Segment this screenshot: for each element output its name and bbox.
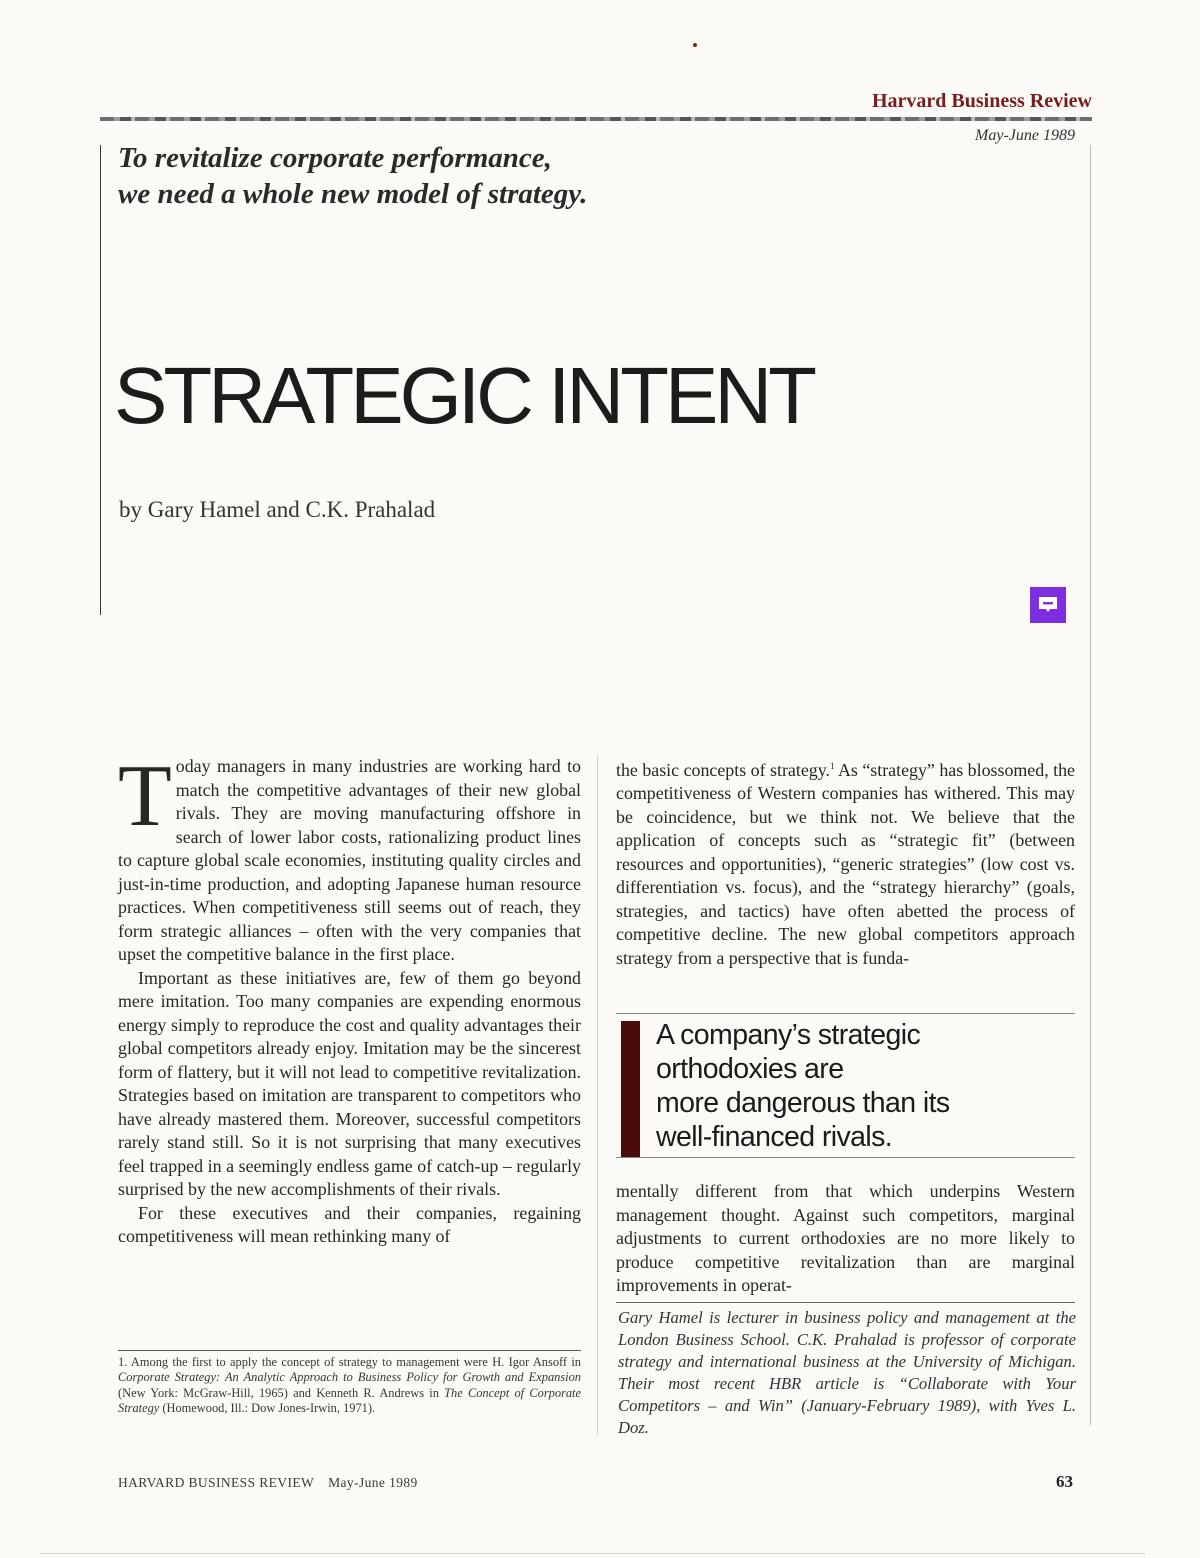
- right-margin-rule: [1090, 145, 1091, 1425]
- footnote-rule: [118, 1350, 581, 1351]
- decorative-dot: [693, 43, 697, 47]
- paragraph-text: oday managers in many industries are working hard to match the competitive advantages of their new global rivals. They are moving manufacturing offshore in search of lower labor costs, rationalizing product lines to capture global scale economies, instituting quality circles and just-in-time production, and adopting Japanese human resource practices. When competitiveness still seems out of reach, they form strategic alliances – often with the very companies that upset the competitive balance in the first place.: [118, 756, 581, 964]
- pull-quote-rule-top: [616, 1013, 1075, 1014]
- footnote-marker[interactable]: 1: [829, 761, 835, 771]
- comment-icon[interactable]: [1030, 587, 1066, 623]
- footnote-reference-title: Corporate Strategy: An Analytic Approach to Business Policy for Growth and Expansion: [118, 1370, 581, 1385]
- masthead: Harvard Business Review: [872, 90, 1092, 112]
- body-paragraph: mentally different from that which underpins Western management thought. Against such competitors, marginal adjustments to current orthodoxies are no more likely to produce competitive revitalization than are marginal improvements in operat-: [616, 1181, 1075, 1295]
- article-title: STRATEGIC INTENT: [114, 351, 813, 440]
- subtitle-line: we need a whole new model of strategy.: [118, 178, 588, 210]
- page-bottom-rule: [40, 1553, 1145, 1554]
- footnote-number: 1.: [118, 1355, 128, 1369]
- column-divider: [597, 755, 598, 1435]
- header-rule: [100, 117, 1092, 121]
- page-number: 63: [1056, 1472, 1073, 1491]
- page-footer: [118, 1475, 418, 1491]
- article-subtitle: [118, 140, 587, 212]
- comment-glyph: [1037, 595, 1059, 615]
- author-bio: Gary Hamel is lecturer in business policy and management at the London Business School. C.K. Prahalad is professor of corporate strategy and international business at the University of Michigan. Their most recent HBR article is “Collaborate with Your Competitors – and Win” (January-February 1989), with Yves L. Doz.: [618, 1308, 1076, 1437]
- pull-quote-bar: [621, 1021, 640, 1157]
- footnote-text: Among the first to apply the concept of strategy to management were H. Igor Ansoff in: [130, 1355, 581, 1369]
- footnote: [118, 1355, 581, 1417]
- left-margin-rule: [100, 145, 101, 615]
- pull-quote-line: more dangerous than its: [656, 1087, 950, 1119]
- pull-quote-line: well-financed rivals.: [656, 1121, 893, 1153]
- body-paragraph: [118, 748, 581, 967]
- pull-quote-line: orthodoxies are: [656, 1053, 844, 1085]
- footnote-text: (Homewood, Ill.: Dow Jones-Irwin, 1971).: [159, 1401, 376, 1416]
- byline: by Gary Hamel and C.K. Prahalad: [119, 497, 436, 522]
- pull-quote-line: A company’s strategic: [656, 1019, 921, 1051]
- footer-issue: May-June 1989: [328, 1475, 418, 1490]
- footer-journal: HARVARD BUSINESS REVIEW: [118, 1475, 315, 1490]
- pull-quote: [616, 1013, 1075, 1159]
- body-paragraph: [616, 755, 1075, 970]
- author-bio-rule: [616, 1302, 1075, 1303]
- drop-cap: T: [118, 748, 172, 845]
- body-paragraph: Important as these initiatives are, few of them go beyond mere imitation. Too many companies are expending enormous energy simply to reproduce the cost and quality advantages their global competitors already enjoy. Imitation may be the sincerest form of flattery, but it will not lead to competitive revitalization. Strategies based on imitation are transparent to competitors who have already mastered them. Moreover, successful competitors rarely stand still. So it is not surprising that many executives feel trapped in a seemingly endless game of catch-up – regularly surprised by the new accomplishments of their rivals.: [118, 967, 581, 1199]
- issue-date: May-June 1989: [975, 127, 1075, 144]
- body-column-right-bottom: [616, 1180, 1075, 1298]
- body-paragraph: For these executives and their companies, regaining competitiveness will mean rethinking many of: [118, 1202, 581, 1246]
- paragraph-text: As “strategy” has blossomed, the competitiveness of Western companies has withered. This may be coincidence, but we think not. We believe that the application of concepts such as “strategic fit” (between resources and opportunities), “generic strategies” (low cost vs. differentiation vs. focus), and the “strategy hierarchy” (goals, strategies, and tactics) have often abetted the process of competitive decline. The new global competitors approach strategy from a perspective that is funda-: [616, 759, 1076, 968]
- footnote-reference-title: The Concept of Corporate Strategy: [118, 1385, 581, 1416]
- footnote-text: (New York: McGraw-Hill, 1965) and Kenneth R. Andrews in: [118, 1385, 445, 1400]
- pull-quote-text: [656, 1018, 1056, 1154]
- body-column-left: [118, 748, 581, 1249]
- paragraph-text: the basic concepts of strategy.: [616, 759, 830, 780]
- pull-quote-rule-bottom: [616, 1157, 1075, 1158]
- subtitle-line: To revitalize corporate performance,: [118, 142, 552, 174]
- body-column-right-top: [616, 755, 1075, 970]
